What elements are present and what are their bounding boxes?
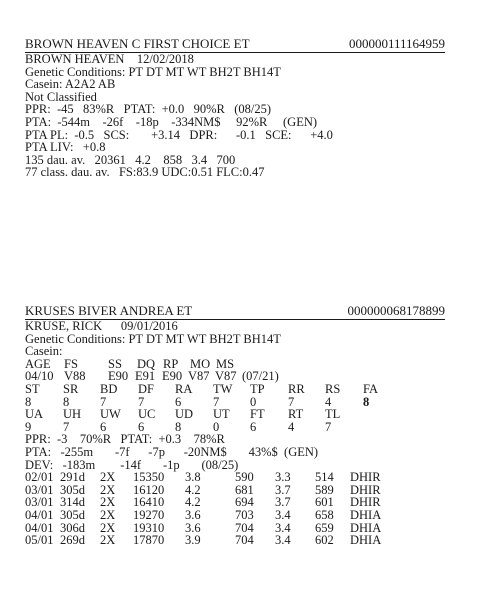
- trait-label: DF: [138, 381, 154, 396]
- lactation-cell: 314d: [60, 495, 85, 510]
- lactation-cell: 3.3: [275, 470, 291, 485]
- lactation-cell: DHIA: [350, 533, 382, 548]
- trait-value: 0: [213, 419, 220, 434]
- trait-value: 6: [250, 419, 257, 434]
- type-value-cell: V87: [215, 369, 237, 384]
- trait-label: RS: [325, 381, 341, 396]
- trait-value: 8: [175, 419, 182, 434]
- lactation-cell: 19310: [133, 520, 165, 535]
- lactation-cell: 04/01: [25, 520, 54, 535]
- lactation-cell: 658: [315, 507, 334, 522]
- pta-liv-line: PTA LIV: +0.8: [25, 140, 106, 155]
- trait-label: UD: [175, 407, 194, 422]
- casein: Casein:: [25, 344, 63, 359]
- lactation-cell: 291d: [60, 470, 85, 485]
- lactation-cell: DHIA: [350, 507, 382, 522]
- trait-value: 7: [325, 419, 332, 434]
- record-1: [25, 38, 445, 179]
- trait-value: 7: [63, 419, 70, 434]
- type-values-row: [25, 370, 445, 383]
- trait-label: FA: [363, 381, 379, 396]
- trait-value: 7: [288, 394, 295, 409]
- lactation-cell: 03/01: [25, 495, 54, 510]
- type-value-cell: V87: [188, 369, 210, 384]
- trait-value: 8: [363, 394, 370, 409]
- lactation-table: [25, 471, 445, 547]
- lactation-cell: 694: [235, 495, 254, 510]
- pta-line: PTA: -544m -26f -18p -334NM$ 92%R (GEN): [25, 114, 318, 129]
- lactation-cell: 589: [315, 482, 334, 497]
- lactation-cell: 2X: [100, 495, 116, 510]
- trait-value: 8: [25, 394, 32, 409]
- lactation-cell: 05/01: [25, 533, 54, 548]
- genetic-conditions: Genetic Conditions: PT DT MT WT BH2T BH14T: [25, 331, 281, 346]
- lactation-cell: 3.7: [275, 495, 291, 510]
- pta-pl-line: PTA PL: -0.5 SCS: +3.14 DPR: -0.1 SCE: +4.0: [25, 127, 333, 142]
- type-header-cell: MS: [216, 356, 235, 371]
- lactation-cell: 590: [235, 470, 254, 485]
- classification: Not Classified: [25, 89, 97, 104]
- type-value-cell: (07/21): [242, 369, 279, 384]
- trait-value: 6: [138, 419, 145, 434]
- lactation-cell: 3.9: [185, 533, 201, 548]
- trait-label: UC: [138, 407, 156, 422]
- type-header-cell: DQ: [137, 356, 156, 371]
- linear-traits-labels-1: [25, 383, 445, 396]
- lactation-cell: 514: [315, 470, 334, 485]
- lactation-cell: 02/01: [25, 470, 54, 485]
- type-value-cell: E90: [108, 369, 129, 384]
- linear-traits-values-2: [25, 421, 445, 434]
- type-header-cell: RP: [163, 356, 179, 371]
- classified-daughter-average: 77 class. dau. av. FS:83.9 UDC:0.51 FLC:0.47: [25, 165, 265, 180]
- ppr-line: PPR: -45 83%R PTAT: +0.0 90%R (08/25): [25, 102, 272, 117]
- record-1-heading: [25, 38, 445, 53]
- lactation-cell: 602: [315, 533, 334, 548]
- trait-label: TP: [250, 381, 265, 396]
- lactation-row: [25, 534, 445, 547]
- lactation-cell: 4.2: [185, 495, 201, 510]
- lactation-cell: 305d: [60, 507, 85, 522]
- trait-label: UT: [213, 407, 230, 422]
- trait-value: 9: [25, 419, 32, 434]
- linear-traits-labels-2: [25, 408, 445, 421]
- lactation-cell: 4.2: [185, 482, 201, 497]
- animal-name: KRUSES BIVER ANDREA ET: [25, 303, 193, 318]
- lactation-cell: 2X: [100, 470, 116, 485]
- type-value-cell: 04/10: [25, 369, 54, 384]
- lactation-cell: 704: [235, 520, 254, 535]
- lactation-cell: 03/01: [25, 482, 54, 497]
- lactation-row: [25, 471, 445, 484]
- lactation-cell: 2X: [100, 520, 116, 535]
- casein: Casein: A2A2 AB: [25, 77, 116, 92]
- lactation-cell: 681: [235, 482, 254, 497]
- animal-name: BROWN HEAVEN C FIRST CHOICE ET: [25, 36, 250, 51]
- trait-label: RR: [288, 381, 305, 396]
- trait-value: 7: [213, 394, 220, 409]
- daughter-average: 135 dau. av. 20361 4.2 858 3.4 700: [25, 152, 236, 167]
- pta-line: PTA: -255m -7f -7p -20NM$ 43%$ (GEN): [25, 444, 319, 459]
- linear-traits-values-1: [25, 396, 445, 409]
- trait-label: ST: [25, 381, 40, 396]
- lactation-cell: 2X: [100, 507, 116, 522]
- lactation-cell: 703: [235, 507, 254, 522]
- trait-label: SR: [63, 381, 79, 396]
- type-header-cell: MO: [190, 356, 211, 371]
- lactation-cell: 659: [315, 520, 334, 535]
- lactation-cell: 17870: [133, 533, 165, 548]
- trait-label: TW: [213, 381, 233, 396]
- trait-value: 7: [100, 394, 107, 409]
- trait-value: 4: [288, 419, 295, 434]
- lactation-cell: 3.8: [185, 470, 201, 485]
- lactation-cell: 704: [235, 533, 254, 548]
- trait-label: RA: [175, 381, 193, 396]
- record-2: [25, 305, 445, 547]
- lactation-cell: 15350: [133, 470, 165, 485]
- trait-label: FT: [250, 407, 265, 422]
- lactation-cell: 3.7: [275, 482, 291, 497]
- type-header-cell: AGE: [25, 356, 51, 371]
- registration-number: 000000111164959: [348, 36, 445, 51]
- lactation-cell: 16410: [133, 495, 165, 510]
- lactation-cell: 601: [315, 495, 334, 510]
- lactation-row: [25, 509, 445, 522]
- trait-label: TL: [325, 407, 341, 422]
- trait-value: 4: [325, 394, 332, 409]
- lactation-cell: 3.4: [275, 533, 291, 548]
- trait-label: UH: [63, 407, 82, 422]
- trait-label: UA: [25, 407, 44, 422]
- lactation-cell: DHIR: [350, 470, 381, 485]
- lactation-cell: 306d: [60, 520, 85, 535]
- record-2-heading: [25, 305, 445, 320]
- ppr-line: PPR: -3 70%R PTAT: +0.3 78%R: [25, 432, 225, 447]
- lactation-cell: 269d: [60, 533, 85, 548]
- lactation-cell: 3.4: [275, 520, 291, 535]
- type-value-cell: E90: [162, 369, 183, 384]
- registration-number: 000000068178899: [347, 303, 445, 318]
- trait-label: BD: [100, 381, 118, 396]
- trait-value: 0: [250, 394, 257, 409]
- lactation-cell: 04/01: [25, 507, 54, 522]
- lactation-cell: 305d: [60, 482, 85, 497]
- trait-value: 6: [100, 419, 107, 434]
- lactation-cell: DHIR: [350, 495, 381, 510]
- lactation-cell: 19270: [133, 507, 165, 522]
- trait-label: UW: [100, 407, 121, 422]
- lactation-cell: 3.6: [185, 507, 201, 522]
- lactation-cell: DHIA: [350, 520, 382, 535]
- lactation-cell: 2X: [100, 482, 116, 497]
- type-value-cell: E91: [135, 369, 156, 384]
- type-header-cell: FS: [64, 356, 78, 371]
- dev-line: DEV: -183m -14f -1p (08/25): [25, 457, 239, 472]
- breeder-line: BROWN HEAVEN 12/02/2018: [25, 52, 194, 66]
- type-value-cell: V88: [64, 369, 86, 384]
- type-header-cell: SS: [108, 356, 122, 371]
- genetic-conditions: Genetic Conditions: PT DT MT WT BH2T BH14T: [25, 64, 281, 79]
- breeder-line: KRUSE, RICK 09/01/2016: [25, 319, 178, 333]
- lactation-cell: 3.4: [275, 507, 291, 522]
- lactation-cell: 3.6: [185, 520, 201, 535]
- trait-value: 8: [63, 394, 70, 409]
- lactation-cell: 16120: [133, 482, 165, 497]
- trait-value: 7: [138, 394, 145, 409]
- lactation-cell: 2X: [100, 533, 116, 548]
- trait-value: 6: [175, 394, 182, 409]
- trait-label: RT: [288, 407, 304, 422]
- lactation-cell: DHIR: [350, 482, 381, 497]
